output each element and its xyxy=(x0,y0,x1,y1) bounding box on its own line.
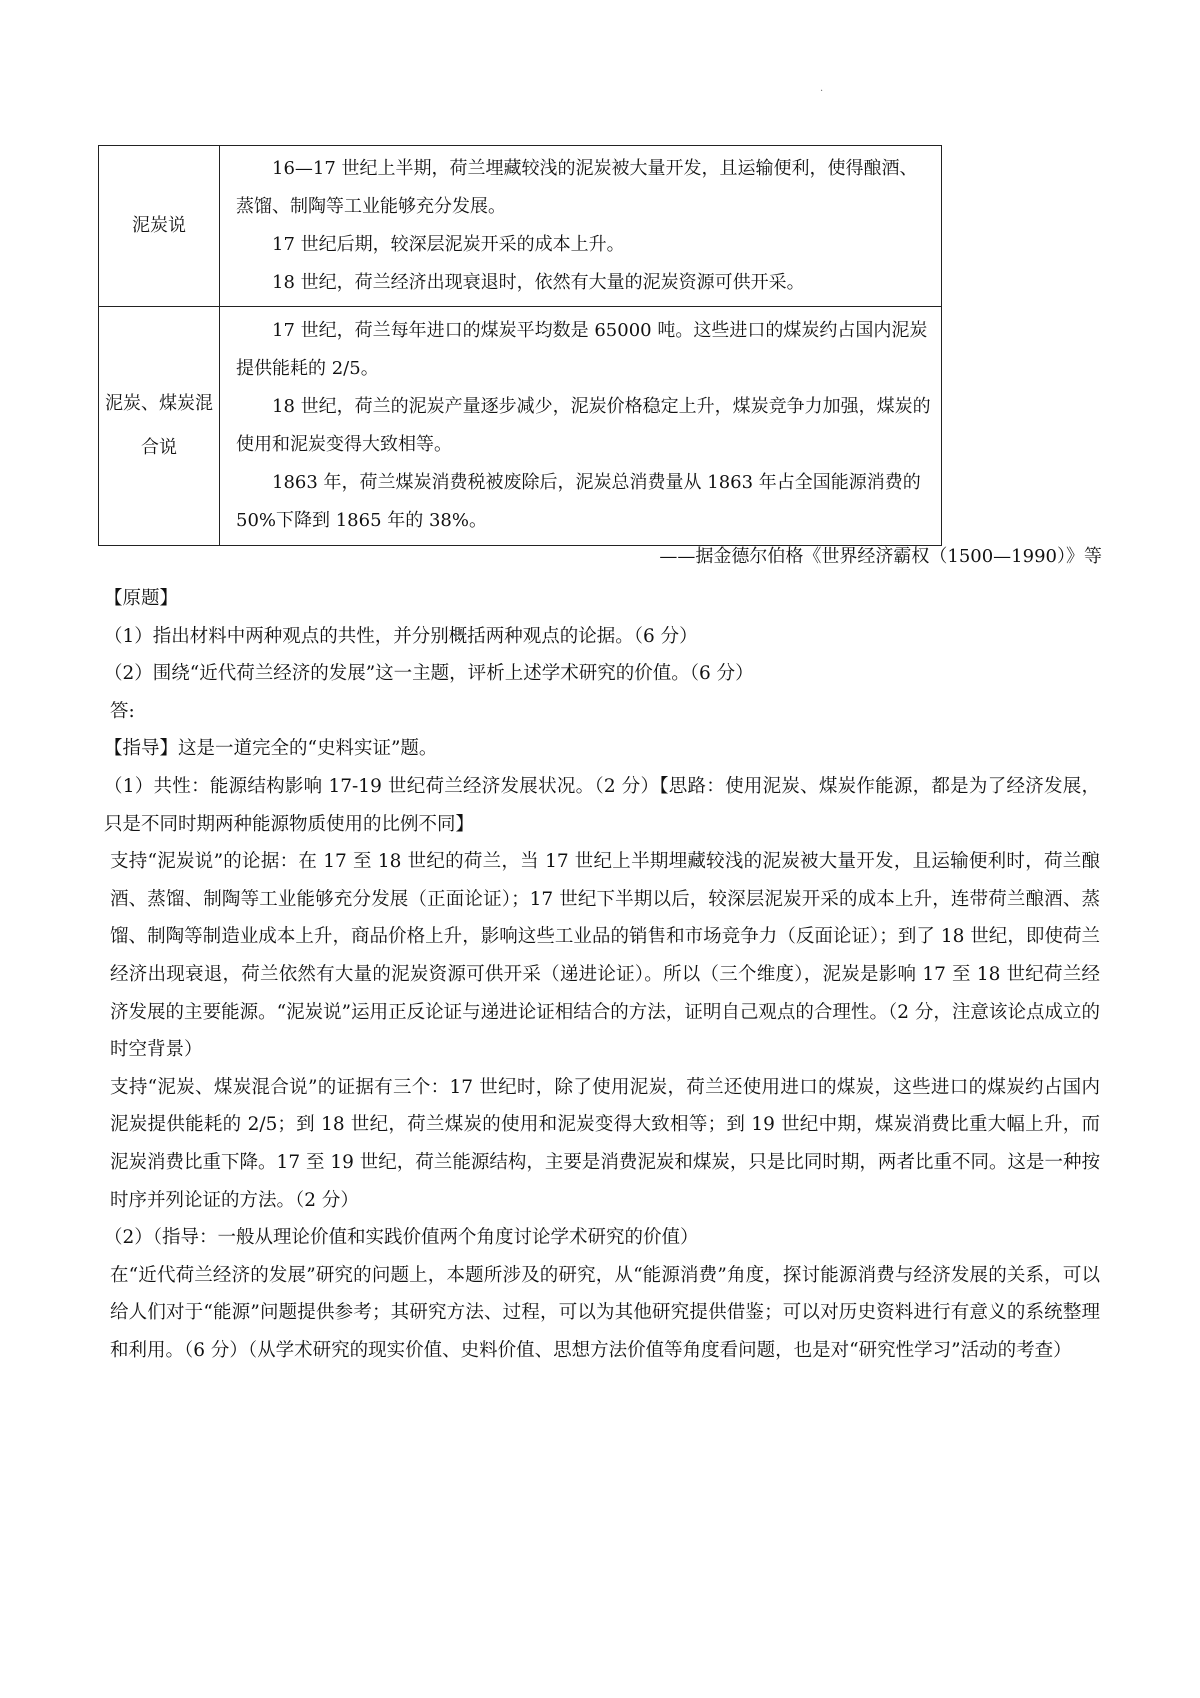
answer-body xyxy=(104,580,1100,1369)
table-row xyxy=(99,307,942,546)
answer-paragraph: 支持“泥炭说”的论据：在 17 至 18 世纪的荷兰，当 17 世纪上半期埋藏较浅的泥炭被大量开发，且运输便利时，荷兰酿酒、蒸馏、制陶等工业能够充分发展（正面论证）；17 世纪下半期以后，较深层泥炭开采的成本上升，连带荷兰酿酒、蒸馏、制陶等制造业成本上升，商品价格上升，影响这些工业品的销售和市场竞争力（反面论证）；到了 18 世纪，即使荷兰经济出现衰退，荷兰依然有大量的泥炭资源可供开采（递进论证）。所以（三个维度），泥炭是影响 17 至 18 世纪荷兰经济发展的主要能源。“泥炭说”运用正反论证与递进论证相结合的方法，证明自己观点的合理性。（2 分，注意该论点成立的时空背景） xyxy=(110,851,1100,1061)
answer-paragraph: 在“近代荷兰经济的发展”研究的问题上，本题所涉及的研究，从“能源消费”角度，探讨能源消费与经济发展的关系，可以给人们对于“能源”问题提供参考；其研究方法、过程，可以为其他研究提供借鉴；可以对历史资料进行有意义的系统整理和利用。（6 分）（从学术研究的现实价值、史料价值、思想方法价值等角度看问题，也是对“研究性学习”活动的考查） xyxy=(110,1264,1100,1361)
material-table xyxy=(98,145,942,546)
row-label: 泥炭、煤炭混合说 xyxy=(99,307,220,546)
answer-paragraph: 支持“泥炭、煤炭混合说”的证据有三个：17 世纪时，除了使用泥炭，荷兰还使用进口的煤炭，这些进口的煤炭约占国内泥炭提供能耗的 2/5；到 18 世纪，荷兰煤炭的使用和泥炭变得大致相等；到 19 世纪中期，煤炭消费比重大幅上升，而泥炭消费比重下降。17 至 19 世纪，荷兰能源结构，主要是消费泥炭和煤炭，只是比同时期，两者比重不同。这是一种按时序并列论证的方法。（2 分） xyxy=(110,1076,1100,1211)
row-label: 泥炭说 xyxy=(99,146,220,307)
table-row xyxy=(99,146,942,307)
question-item: （2）围绕“近代荷兰经济的发展”这一主题，评析上述学术研究的价值。（6 分） xyxy=(104,663,754,685)
page-mark: · xyxy=(820,86,824,97)
answer-paragraph: （1）共性：能源结构影响 17-19 世纪荷兰经济发展状况。（2 分）【思路：使用泥炭、煤炭作能源，都是为了经济发展，只是不同时期两种能源物质使用的比例不同】 xyxy=(104,775,1100,835)
table-paragraph: 16—17 世纪上半期，荷兰埋藏较浅的泥炭被大量开发，且运输便利，使得酿酒、蒸馏、制陶等工业能够充分发展。 xyxy=(236,158,918,217)
row-content xyxy=(220,307,942,546)
table-paragraph: 18 世纪，荷兰经济出现衰退时，依然有大量的泥炭资源可供开采。 xyxy=(272,272,805,293)
question-item: （1）指出材料中两种观点的共性，并分别概括两种观点的论据。（6 分） xyxy=(104,625,698,647)
table-paragraph: 1863 年，荷兰煤炭消费税被废除后，泥炭总消费量从 1863 年占全国能源消费的 50%下降到 1865 年的 38%。 xyxy=(236,472,921,531)
table-paragraph: 17 世纪，荷兰每年进口的煤炭平均数是 65000 吨。这些进口的煤炭约占国内泥炭提供能耗的 2/5。 xyxy=(236,320,928,379)
section-heading: 【原题】 xyxy=(104,588,179,609)
answer-paragraph: （2）（指导：一般从理论价值和实践价值两个角度讨论学术研究的价值） xyxy=(104,1227,699,1249)
answer-label: 答: xyxy=(110,700,135,722)
source-citation: ——据金德尔伯格《世界经济霸权（1500—1990）》等 xyxy=(659,546,1102,567)
guidance-line: 【指导】这是一道完全的“史料实证”题。 xyxy=(104,738,438,760)
row-content xyxy=(220,146,942,307)
table-paragraph: 18 世纪，荷兰的泥炭产量逐步减少，泥炭价格稳定上升，煤炭竞争力加强，煤炭的使用和泥炭变得大致相等。 xyxy=(236,396,931,455)
table-paragraph: 17 世纪后期，较深层泥炭开采的成本上升。 xyxy=(272,234,625,255)
